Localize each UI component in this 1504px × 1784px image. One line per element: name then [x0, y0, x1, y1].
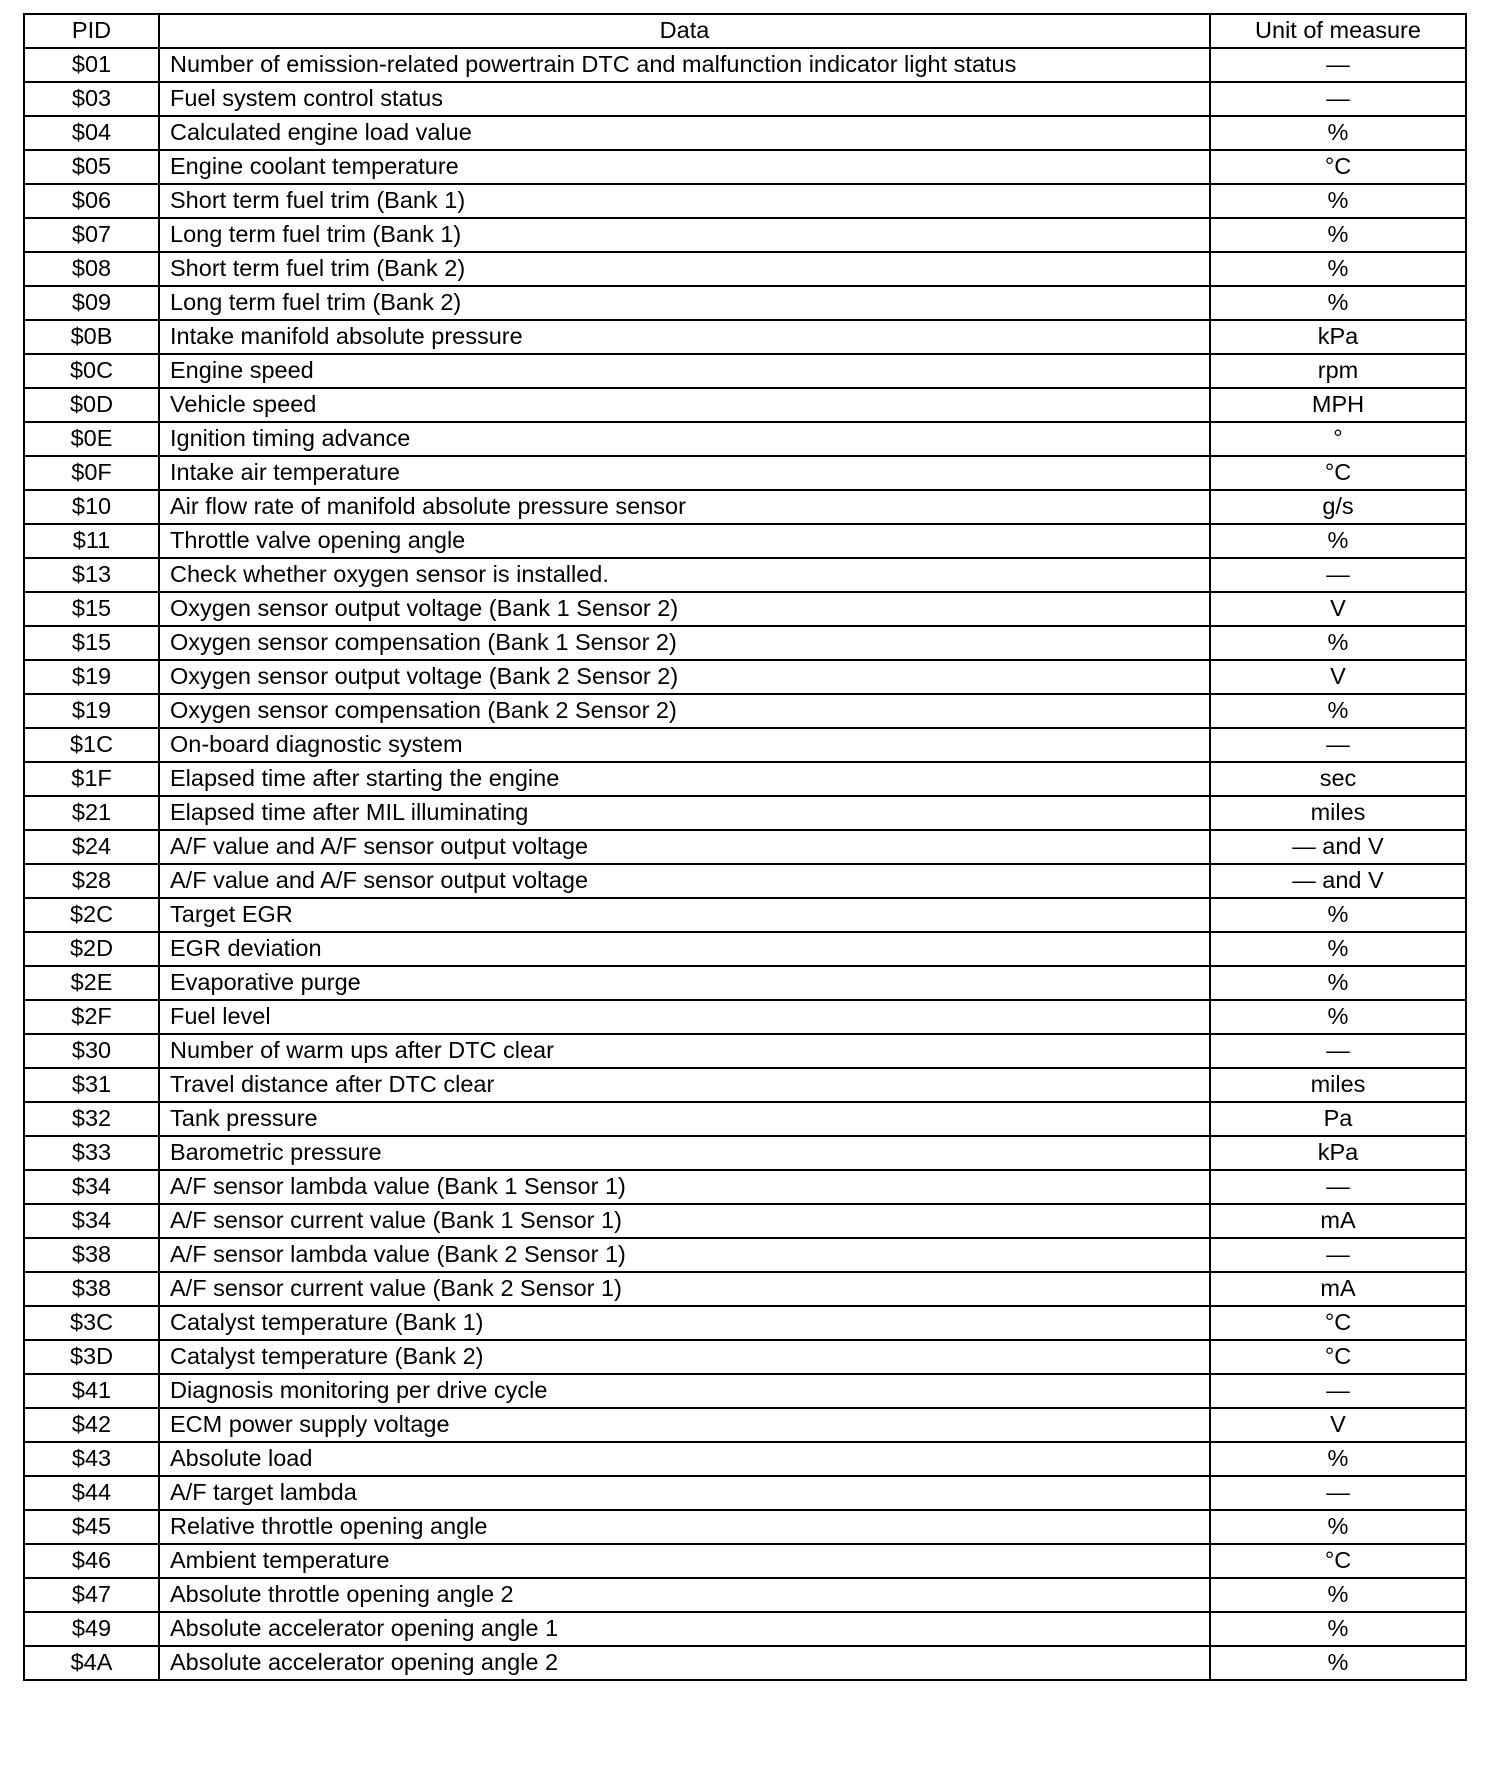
pid-cell: $10 — [24, 490, 159, 524]
data-cell: A/F sensor current value (Bank 2 Sensor 1) — [159, 1272, 1210, 1306]
pid-cell: $2E — [24, 966, 159, 1000]
table-row — [24, 82, 1466, 116]
table-row — [24, 1544, 1466, 1578]
data-cell: Engine coolant temperature — [159, 150, 1210, 184]
table-row — [24, 116, 1466, 150]
unit-cell: % — [1210, 252, 1466, 286]
table-row — [24, 320, 1466, 354]
unit-cell: — — [1210, 1476, 1466, 1510]
table-row — [24, 558, 1466, 592]
unit-cell: — — [1210, 558, 1466, 592]
table-row — [24, 1102, 1466, 1136]
data-cell: Long term fuel trim (Bank 1) — [159, 218, 1210, 252]
unit-cell: % — [1210, 898, 1466, 932]
data-cell: Engine speed — [159, 354, 1210, 388]
table-row — [24, 1204, 1466, 1238]
unit-cell: % — [1210, 1000, 1466, 1034]
table-row — [24, 728, 1466, 762]
table-row — [24, 48, 1466, 82]
data-cell: A/F target lambda — [159, 1476, 1210, 1510]
table-row — [24, 592, 1466, 626]
data-cell: Barometric pressure — [159, 1136, 1210, 1170]
pid-cell: $28 — [24, 864, 159, 898]
data-cell: Throttle valve opening angle — [159, 524, 1210, 558]
table-row — [24, 1068, 1466, 1102]
table-row — [24, 388, 1466, 422]
table-row — [24, 898, 1466, 932]
unit-cell: V — [1210, 592, 1466, 626]
data-cell: Oxygen sensor compensation (Bank 1 Sensor 2) — [159, 626, 1210, 660]
data-cell: Short term fuel trim (Bank 1) — [159, 184, 1210, 218]
pid-cell: $15 — [24, 626, 159, 660]
pid-cell: $24 — [24, 830, 159, 864]
pid-cell: $06 — [24, 184, 159, 218]
unit-cell: % — [1210, 932, 1466, 966]
unit-cell: % — [1210, 184, 1466, 218]
unit-cell: — — [1210, 1034, 1466, 1068]
table-row — [24, 1510, 1466, 1544]
pid-cell: $1C — [24, 728, 159, 762]
unit-cell: °C — [1210, 1340, 1466, 1374]
pid-cell: $1F — [24, 762, 159, 796]
unit-cell: sec — [1210, 762, 1466, 796]
pid-cell: $08 — [24, 252, 159, 286]
table-row — [24, 1374, 1466, 1408]
data-cell: A/F value and A/F sensor output voltage — [159, 830, 1210, 864]
pid-cell: $47 — [24, 1578, 159, 1612]
table-row — [24, 1646, 1466, 1680]
table-row — [24, 694, 1466, 728]
pid-cell: $2F — [24, 1000, 159, 1034]
pid-cell: $0E — [24, 422, 159, 456]
table-row — [24, 660, 1466, 694]
table-row — [24, 1136, 1466, 1170]
data-cell: Absolute accelerator opening angle 1 — [159, 1612, 1210, 1646]
table-row — [24, 1272, 1466, 1306]
data-cell: Tank pressure — [159, 1102, 1210, 1136]
data-cell: Absolute load — [159, 1442, 1210, 1476]
unit-cell: % — [1210, 966, 1466, 1000]
pid-cell: $41 — [24, 1374, 159, 1408]
data-cell: A/F sensor current value (Bank 1 Sensor 1) — [159, 1204, 1210, 1238]
pid-cell: $30 — [24, 1034, 159, 1068]
unit-cell: — and V — [1210, 864, 1466, 898]
data-cell: Number of warm ups after DTC clear — [159, 1034, 1210, 1068]
pid-cell: $21 — [24, 796, 159, 830]
table-row — [24, 524, 1466, 558]
table-row — [24, 1476, 1466, 1510]
unit-cell: % — [1210, 524, 1466, 558]
data-cell: A/F sensor lambda value (Bank 2 Sensor 1) — [159, 1238, 1210, 1272]
pid-cell: $04 — [24, 116, 159, 150]
pid-cell: $0F — [24, 456, 159, 490]
table-row — [24, 932, 1466, 966]
pid-cell: $33 — [24, 1136, 159, 1170]
unit-cell: — — [1210, 82, 1466, 116]
data-cell: On-board diagnostic system — [159, 728, 1210, 762]
pid-cell: $19 — [24, 694, 159, 728]
data-cell: Catalyst temperature (Bank 1) — [159, 1306, 1210, 1340]
pid-cell: $45 — [24, 1510, 159, 1544]
unit-cell: % — [1210, 1510, 1466, 1544]
table-row — [24, 354, 1466, 388]
unit-cell: °C — [1210, 456, 1466, 490]
table-row — [24, 1306, 1466, 1340]
pid-cell: $01 — [24, 48, 159, 82]
pid-cell: $0B — [24, 320, 159, 354]
unit-cell: kPa — [1210, 320, 1466, 354]
data-cell: Short term fuel trim (Bank 2) — [159, 252, 1210, 286]
unit-cell: % — [1210, 1442, 1466, 1476]
unit-cell: V — [1210, 1408, 1466, 1442]
data-cell: Check whether oxygen sensor is installed. — [159, 558, 1210, 592]
table-row — [24, 830, 1466, 864]
data-cell: Target EGR — [159, 898, 1210, 932]
unit-cell: °C — [1210, 1544, 1466, 1578]
pid-cell: $2C — [24, 898, 159, 932]
unit-cell: % — [1210, 1612, 1466, 1646]
data-cell: Absolute accelerator opening angle 2 — [159, 1646, 1210, 1680]
pid-cell: $09 — [24, 286, 159, 320]
data-cell: Fuel system control status — [159, 82, 1210, 116]
table-row — [24, 422, 1466, 456]
unit-cell: °C — [1210, 1306, 1466, 1340]
pid-cell: $03 — [24, 82, 159, 116]
data-cell: Travel distance after DTC clear — [159, 1068, 1210, 1102]
data-cell: Vehicle speed — [159, 388, 1210, 422]
pid-cell: $15 — [24, 592, 159, 626]
data-cell: Oxygen sensor output voltage (Bank 1 Sensor 2) — [159, 592, 1210, 626]
data-cell: Catalyst temperature (Bank 2) — [159, 1340, 1210, 1374]
pid-cell: $31 — [24, 1068, 159, 1102]
table-row — [24, 1578, 1466, 1612]
data-cell: Ignition timing advance — [159, 422, 1210, 456]
data-cell: Relative throttle opening angle — [159, 1510, 1210, 1544]
unit-cell: mA — [1210, 1272, 1466, 1306]
pid-cell: $07 — [24, 218, 159, 252]
unit-cell: % — [1210, 286, 1466, 320]
pid-cell: $13 — [24, 558, 159, 592]
unit-cell: — — [1210, 48, 1466, 82]
unit-cell: % — [1210, 626, 1466, 660]
pid-cell: $34 — [24, 1170, 159, 1204]
unit-cell: % — [1210, 218, 1466, 252]
unit-cell: mA — [1210, 1204, 1466, 1238]
pid-cell: $19 — [24, 660, 159, 694]
pid-cell: $34 — [24, 1204, 159, 1238]
table-header — [24, 14, 1466, 48]
header-unit: Unit of measure — [1210, 14, 1466, 48]
unit-cell: Pa — [1210, 1102, 1466, 1136]
unit-cell: — — [1210, 728, 1466, 762]
table-row — [24, 456, 1466, 490]
data-cell: A/F sensor lambda value (Bank 1 Sensor 1) — [159, 1170, 1210, 1204]
pid-cell: $0C — [24, 354, 159, 388]
pid-cell: $4A — [24, 1646, 159, 1680]
table-row — [24, 252, 1466, 286]
pid-cell: $0D — [24, 388, 159, 422]
table-row — [24, 1170, 1466, 1204]
table-row — [24, 796, 1466, 830]
table-row — [24, 1442, 1466, 1476]
unit-cell: V — [1210, 660, 1466, 694]
unit-cell: % — [1210, 1578, 1466, 1612]
data-cell: Ambient temperature — [159, 1544, 1210, 1578]
data-cell: ECM power supply voltage — [159, 1408, 1210, 1442]
data-cell: Intake manifold absolute pressure — [159, 320, 1210, 354]
table-body — [24, 48, 1466, 1680]
table-row — [24, 1340, 1466, 1374]
pid-cell: $38 — [24, 1272, 159, 1306]
unit-cell: % — [1210, 116, 1466, 150]
pid-table-container — [23, 13, 1467, 1681]
table-row — [24, 626, 1466, 660]
table-row — [24, 150, 1466, 184]
table-row — [24, 762, 1466, 796]
pid-cell: $3C — [24, 1306, 159, 1340]
unit-cell: g/s — [1210, 490, 1466, 524]
unit-cell: MPH — [1210, 388, 1466, 422]
pid-cell: $05 — [24, 150, 159, 184]
table-row — [24, 1408, 1466, 1442]
data-cell: Oxygen sensor compensation (Bank 2 Sensor 2) — [159, 694, 1210, 728]
data-cell: Evaporative purge — [159, 966, 1210, 1000]
table-row — [24, 286, 1466, 320]
pid-cell: $42 — [24, 1408, 159, 1442]
unit-cell: miles — [1210, 796, 1466, 830]
unit-cell: °C — [1210, 150, 1466, 184]
data-cell: Oxygen sensor output voltage (Bank 2 Sensor 2) — [159, 660, 1210, 694]
data-cell: Elapsed time after MIL illuminating — [159, 796, 1210, 830]
unit-cell: % — [1210, 694, 1466, 728]
unit-cell: kPa — [1210, 1136, 1466, 1170]
table-row — [24, 490, 1466, 524]
pid-cell: $49 — [24, 1612, 159, 1646]
pid-cell: $11 — [24, 524, 159, 558]
data-cell: Calculated engine load value — [159, 116, 1210, 150]
unit-cell: — — [1210, 1238, 1466, 1272]
data-cell: A/F value and A/F sensor output voltage — [159, 864, 1210, 898]
unit-cell: — — [1210, 1170, 1466, 1204]
pid-cell: $43 — [24, 1442, 159, 1476]
pid-cell: $32 — [24, 1102, 159, 1136]
unit-cell: — and V — [1210, 830, 1466, 864]
data-cell: Elapsed time after starting the engine — [159, 762, 1210, 796]
header-row — [24, 14, 1466, 48]
pid-table — [23, 13, 1467, 1681]
pid-cell: $38 — [24, 1238, 159, 1272]
header-data: Data — [159, 14, 1210, 48]
unit-cell: ° — [1210, 422, 1466, 456]
header-pid: PID — [24, 14, 159, 48]
data-cell: Diagnosis monitoring per drive cycle — [159, 1374, 1210, 1408]
data-cell: EGR deviation — [159, 932, 1210, 966]
pid-cell: $2D — [24, 932, 159, 966]
table-row — [24, 1238, 1466, 1272]
data-cell: Fuel level — [159, 1000, 1210, 1034]
table-row — [24, 966, 1466, 1000]
data-cell: Long term fuel trim (Bank 2) — [159, 286, 1210, 320]
data-cell: Intake air temperature — [159, 456, 1210, 490]
pid-cell: $3D — [24, 1340, 159, 1374]
pid-cell: $44 — [24, 1476, 159, 1510]
table-row — [24, 218, 1466, 252]
table-row — [24, 1034, 1466, 1068]
unit-cell: miles — [1210, 1068, 1466, 1102]
unit-cell: — — [1210, 1374, 1466, 1408]
table-row — [24, 184, 1466, 218]
data-cell: Absolute throttle opening angle 2 — [159, 1578, 1210, 1612]
pid-cell: $46 — [24, 1544, 159, 1578]
data-cell: Air flow rate of manifold absolute pressure sensor — [159, 490, 1210, 524]
table-row — [24, 864, 1466, 898]
unit-cell: % — [1210, 1646, 1466, 1680]
table-row — [24, 1000, 1466, 1034]
unit-cell: rpm — [1210, 354, 1466, 388]
data-cell: Number of emission-related powertrain DTC and malfunction indicator light status — [159, 48, 1210, 82]
table-row — [24, 1612, 1466, 1646]
